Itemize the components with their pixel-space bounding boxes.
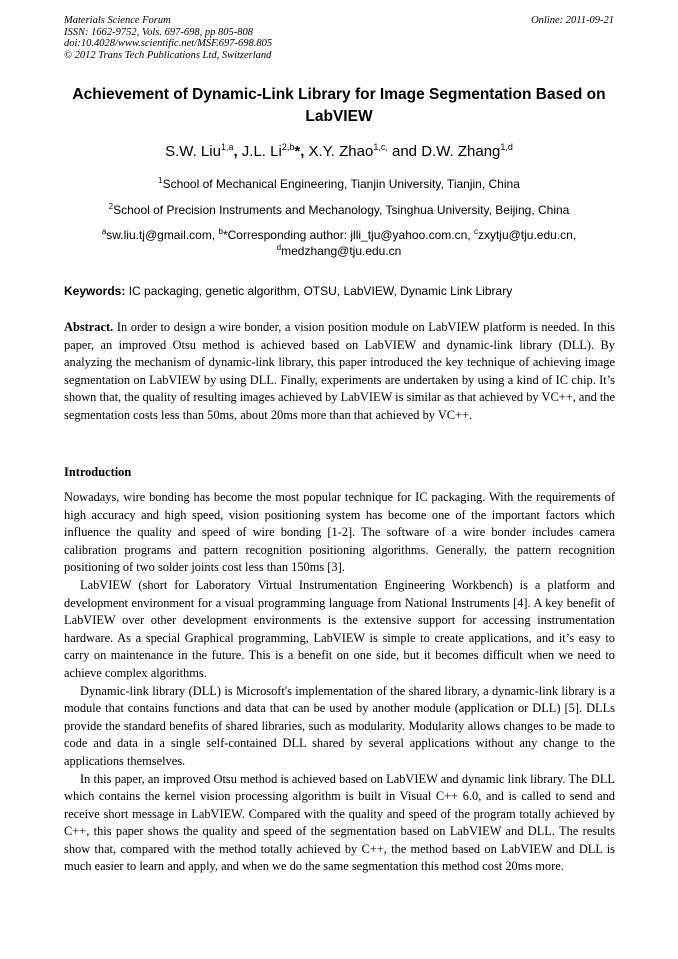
issn-line: ISSN: 1662-9752, Vols. 697-698, pp 805-808 bbox=[64, 26, 253, 38]
keywords-label: Keywords: bbox=[64, 284, 126, 298]
author-name: X.Y. Zhao bbox=[308, 143, 374, 160]
keywords bbox=[64, 283, 624, 299]
introduction-section bbox=[64, 489, 615, 876]
author-affiliation-marker: 2,b bbox=[281, 142, 295, 152]
author-name: D.W. Zhang bbox=[421, 143, 501, 160]
affiliation-text: School of Precision Instruments and Mechanology, Tsinghua University, Beijing, China bbox=[113, 203, 570, 217]
paragraph: In this paper, an improved Otsu method is achieved based on LabVIEW and dynamic link library. The DLL which contains the kernel vision processing algorithm is built in Visual C++ 6.0, and is called to send and receive short message in LabVIEW. Compared with the quality and speed of the program totally achieved by C++, this paper shows the quality and speed of the segmentation based on LabVIEW and DLL. The results show that, compared with the method totally achieved by C++, the method based on LabVIEW and DLL is much easier to learn and apply, and when we do the same segmentation this method cost 20ms more. bbox=[64, 771, 615, 874]
online-date: Online: 2011-09-21 bbox=[531, 15, 614, 26]
paragraph: Dynamic-link library (DLL) is Microsoft's implementation of the shared library, a dynamic-link library is a module that contains functions and data that can be used by another module (application or DLL) [5]. DLLs provide the standard benefits of shared libraries, such as modularity. Modularity allows changes to be made to code and data in a single self-contained DLL shared by several applications without any change to the applications themselves. bbox=[64, 683, 615, 768]
author-conjunction: and bbox=[392, 143, 418, 160]
email-link[interactable]: sw.liu.tj@gmail.com, bbox=[106, 228, 219, 242]
doi-line: doi:10.4028/www.scientific.net/MSF.697-698.805 bbox=[64, 38, 273, 49]
author-name: S.W. Liu bbox=[165, 143, 221, 160]
corresponding-mark: * bbox=[294, 143, 301, 160]
section-heading: Introduction bbox=[64, 465, 132, 479]
author-list: S.W. Liu$^{1,a}$, J.L. Li$^{2,b}$*, X.Y. Zhao$^{1,c,}$ and D.W. Zhang$^{1,d}$ bbox=[165, 142, 513, 160]
author-affiliation-marker: 1,c, bbox=[373, 142, 388, 152]
keywords-text: IC packaging, genetic algorithm, OTSU, LabVIEW, Dynamic Link Library bbox=[128, 284, 513, 298]
copyright-line: © 2012 Trans Tech Publications Ltd, Switzerland bbox=[64, 49, 272, 61]
abstract-text: In order to design a wire bonder, a vision position module on LabVIEW platform is needed. In this paper, an improved Otsu method is achieved based on LabVIEW and dynamic-link library (DLL). By analyzing the mechanism of dynamic-link library, this paper introduced the key technique of achieving image segmentation on LabVIEW by using DLL. Finally, experiments are undertaken by using a kind of IC chip. It’s shown that, the quality of resulting images achieved by LabVIEW is similar as that achieved by VC++, and the segmentation costs less than 50ms, about 20ms more than that achieved by VC++. bbox=[64, 320, 616, 422]
email-link[interactable]: zxytju@tju.edu.cn, bbox=[477, 228, 577, 242]
paragraph: LabVIEW (short for Laboratory Virtual Instrumentation Engineering Workbench) is a platform and development environment for a visual programming language from National Instruments [4]. A key benefit of LabVIEW over other development environments is the extensive support for accessing instrumentation hardware. As a special Graphical programming, LabVIEW is simple to create applications, and it’s easy to carry on maintenance in the future. This is a benefit on one side, but it becomes difficult when we need to achieve complex algorithms. bbox=[64, 577, 615, 680]
affiliation-text: School of Mechanical Engineering, Tianjin University, Tianjin, China bbox=[162, 177, 520, 191]
abstract-label: Abstract. bbox=[64, 320, 114, 334]
author-affiliation-marker: 1,a bbox=[220, 142, 234, 152]
journal-name: Materials Science Forum bbox=[64, 15, 171, 26]
author-affiliation-marker: 1,d bbox=[500, 142, 513, 152]
abstract bbox=[64, 319, 615, 425]
email-link[interactable]: medzhang@tju.edu.cn bbox=[281, 244, 402, 258]
email-list: $^a$sw.liu.tj@gmail.com, $^b$*Corresponding author: jlli_tju@yahoo.com.cn, $^c$zxytju@tju.edu.cn, $^d$medzhang@tju.edu.cn bbox=[101, 227, 577, 258]
paragraph: Nowadays, wire bonding has become the most popular technique for IC packaging. With the requirements of high accuracy and high speed, vision positioning system has become one of the important factors which influence the quality and speed of wire bonding [1-2]. The software of a wire bonder includes camera calibration programs and pattern recognition positioning algorithms. Generally, the pattern recognition positioning of two solder joints cost less than 150ms [3]. bbox=[64, 490, 615, 575]
running-header bbox=[64, 15, 614, 61]
affiliation-1: $^1$School of Mechanical Engineering, Tianjin University, Tianjin, China bbox=[158, 176, 520, 191]
email-link[interactable]: *Corresponding author: jlli_tju@yahoo.com.cn, bbox=[222, 228, 474, 242]
affiliation-2: $^2$School of Precision Instruments and Mechanology, Tsinghua University, Beijing, China bbox=[108, 202, 570, 217]
paper-title: Achievement of Dynamic-Link Library for Image Segmentation Based on LabVIEW bbox=[72, 86, 606, 125]
author-name: J.L. Li bbox=[241, 143, 282, 160]
